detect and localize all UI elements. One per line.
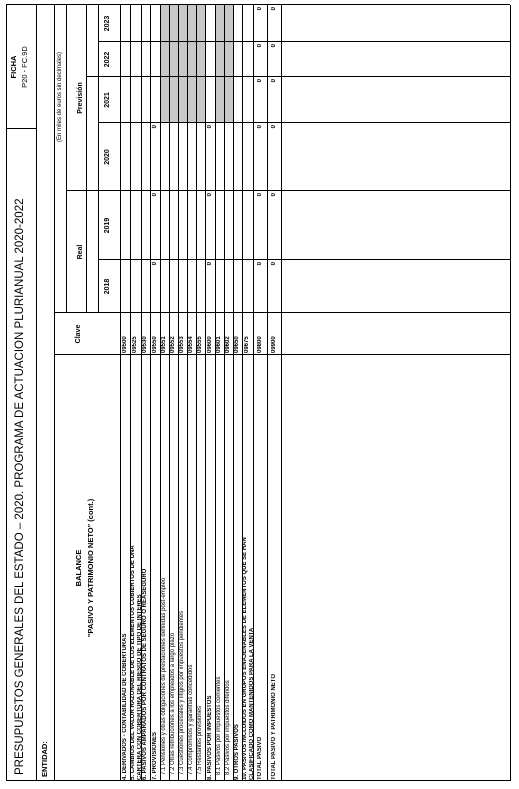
row-line — [281, 5, 282, 781]
title-divider — [36, 5, 37, 781]
prevision-header: Previsión — [77, 82, 84, 114]
year-header-2020: 2020 — [104, 149, 111, 165]
row-label: 7. PROVISIONES — [151, 731, 158, 780]
entity-divider — [54, 5, 55, 781]
row-value-2023: 0 — [270, 7, 277, 11]
row-value-2020: 0 — [270, 125, 277, 129]
units-note: (En miles de euros sin decimales) — [57, 51, 63, 143]
row-label: 7.5 Restantes provisiones — [197, 705, 203, 775]
row-label: TOTAL PASIVO — [256, 736, 263, 780]
row-label: 8.2 Pasivos por impuestos diferidos — [225, 680, 231, 775]
row-value-2019: 0 — [151, 193, 158, 197]
row-clave: 09530 — [142, 336, 148, 353]
row-label: 6. PASIVOS AMPARADOS POR CONTRATOS DE SEGURO O REASEGURO — [142, 568, 148, 780]
row-clave: 09600 — [206, 336, 213, 353]
row-label: 8. PASIVOS POR IMPUESTOS — [206, 695, 213, 780]
row-value-2020: 0 — [256, 125, 263, 129]
row-label: 9. OTROS PASIVOS — [234, 724, 240, 780]
real-prevision-divider — [86, 5, 87, 313]
real-header: Real — [77, 244, 84, 260]
row-value-2022: 0 — [256, 44, 263, 48]
year-header-2018: 2018 — [104, 278, 111, 295]
row-clave: 09800 — [256, 336, 263, 353]
row-value-2021: 0 — [256, 79, 263, 83]
row-line — [267, 5, 268, 781]
outer-border-top — [6, 5, 7, 781]
entity-label: ENTIDAD: — [40, 741, 49, 777]
ficha-label: FICHA — [9, 55, 18, 79]
row-clave: 09601 — [216, 336, 222, 353]
clave-column-line — [54, 312, 510, 313]
row-value-2018: 0 — [206, 262, 213, 266]
row-clave: 09550 — [151, 336, 158, 353]
row-label: 4. DERIVADOS - CONTABILIDAD DE COBERTURAS — [121, 633, 128, 780]
year-header-2022: 2022 — [104, 51, 111, 68]
year-header-2019: 2019 — [104, 217, 111, 234]
row-label-continued: CLASIFICADO COMO MANTENIDOS PARA LA VENTA — [249, 627, 255, 780]
units-divider — [66, 5, 67, 313]
row-value-2018: 0 — [270, 262, 277, 266]
page-title: PRESUPUESTOS GENERALES DEL ESTADO – 2020. PROGRAMA DE ACTUACIÓN PLURIANUAL 2020-2022 — [14, 198, 26, 775]
row-clave: 09900 — [270, 336, 277, 353]
year-column-line — [86, 76, 98, 77]
row-label: 7.1 Pensiones y otras obligaciones de prestaciones definidas post-empleo — [161, 577, 167, 775]
row-clave: 09675 — [244, 336, 250, 353]
row-label: 5. CAMBIOS DEL VALOR RAZONABLE DE LOS ELEMENTOS CUBIERTOS DE UNA — [130, 545, 136, 780]
row-clave: 09602 — [225, 336, 231, 353]
shaded-cells — [160, 5, 205, 123]
row-label: 8.1 Pasivos por impuestos corrientes — [216, 676, 222, 775]
row-value-2019: 0 — [270, 193, 277, 197]
row-value-2018: 0 — [151, 262, 158, 266]
row-value-2022: 0 — [270, 44, 277, 48]
clave-header: Clave — [75, 324, 82, 344]
year-header-2021: 2021 — [104, 92, 111, 108]
row-value-2021: 0 — [270, 79, 277, 83]
row-label: 7.2 Otras retribuciones a los empleados a largo plazo — [170, 632, 176, 775]
row-clave: 09553 — [179, 336, 185, 353]
row-clave: 09555 — [197, 336, 203, 353]
balance-subtitle: "PASIVO Y PATRIMONIO NETO" (cont.) — [86, 498, 95, 638]
row-value-2020: 0 — [151, 125, 158, 129]
row-clave: 09525 — [132, 336, 138, 353]
row-value-2020: 0 — [206, 125, 213, 129]
row-label-continued: CARTERA CON COBERTURA DEL RIESGO DE TIPO DE INTERÉS — [137, 594, 143, 780]
row-clave: 09500 — [121, 336, 128, 353]
years-divider — [98, 5, 99, 313]
row-label: 7.4 Compromisos y garantías concedidos — [188, 664, 194, 775]
row-clave: 09554 — [188, 336, 194, 353]
row-label: 7.3 Cuestiones procesales y litigios por impuestos pendientes — [179, 610, 185, 775]
label-column-line — [54, 354, 510, 355]
row-label: TOTAL PASIVO Y PATRIMONIO NETO — [270, 673, 277, 780]
row-value-2019: 0 — [256, 193, 263, 197]
outer-border-bottom — [510, 5, 511, 781]
row-value-2023: 0 — [256, 7, 263, 11]
row-clave: 09551 — [161, 336, 167, 353]
ficha-code: P20 - FC.9D — [20, 46, 29, 88]
real-prevision-separator — [66, 190, 510, 191]
row-clave: 09650 — [234, 336, 240, 353]
balance-title: BALANCE — [74, 549, 83, 587]
row-label: 10. PASIVOS INCLUIDOS EN GRUPOS ENAJENABLES DE ELEMENTOS QUE SE HAN — [242, 537, 248, 780]
row-value-2018: 0 — [256, 262, 263, 266]
row-clave: 09552 — [170, 336, 176, 353]
row-value-2019: 0 — [206, 193, 213, 197]
year-header-2023: 2023 — [104, 15, 111, 32]
